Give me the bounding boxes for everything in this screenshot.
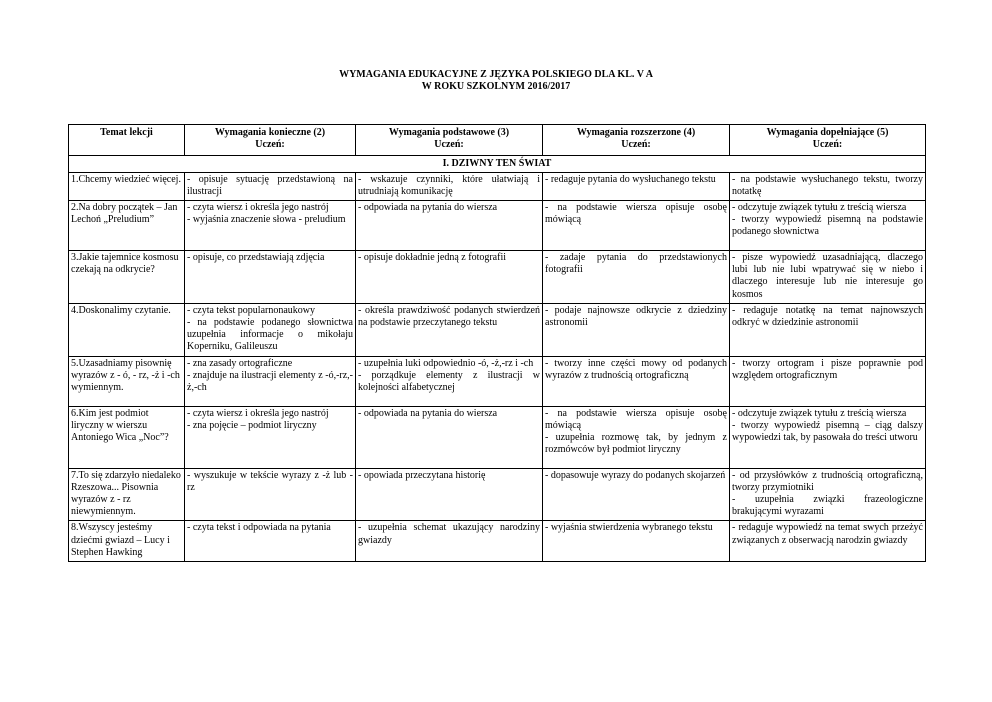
section-title: I. DZIWNY TEN ŚWIAT <box>69 156 926 172</box>
cell-requirement-c5 <box>730 251 926 304</box>
table-row <box>69 303 926 356</box>
header-topic: Temat lekcji <box>69 125 185 156</box>
requirements-table <box>68 124 926 562</box>
cell-requirement-c5 <box>730 201 926 251</box>
cell-requirement-c2 <box>185 406 356 468</box>
cell-requirement-c4 <box>543 201 730 251</box>
cell-topic: 1.Chcemy wiedzieć więcej. <box>69 172 185 200</box>
cell-topic: 6.Kim jest podmiot liryczny w wierszu Antoniego Wica „Noc”? <box>69 406 185 468</box>
cell-requirement-c5 <box>730 303 926 356</box>
table-row <box>69 406 926 468</box>
requirement-item: - uzupełnia rozmowę tak, by jednym z rozmówców był podmiot liryczny <box>545 432 727 456</box>
requirement-item: - opisuje dokładnie jedną z fotografii <box>358 252 507 264</box>
cell-requirement-c2 <box>185 468 356 521</box>
cell-topic: 8.Wszyscy jesteśmy dziećmi gwiazd – Lucy i Stephen Hawking <box>69 521 185 562</box>
cell-requirement-c3 <box>356 521 543 562</box>
requirement-item: - odpowiada na pytania do wiersza <box>358 202 498 214</box>
requirement-item: - tworzy wypowiedź pisemną na podstawie podanego słownictwa <box>732 214 923 238</box>
cell-requirement-c5 <box>730 356 926 406</box>
cell-requirement-c4 <box>543 356 730 406</box>
requirement-item: - zna pojęcie – podmiot liryczny <box>187 419 317 431</box>
requirement-item: - odpowiada na pytania do wiersza <box>358 407 498 419</box>
requirement-item: - znajduje na ilustracji elementy z -ó,-rz,-ż,-ch <box>187 369 353 394</box>
requirement-item: - czyta wiersz i określa jego nastrój <box>187 202 329 214</box>
cell-requirement-c3 <box>356 172 543 200</box>
requirement-item: - opisuje sytuację przedstawioną na ilustracji <box>187 173 353 197</box>
requirement-item: - uzupełnia luki odpowiednio -ó, -ż,-rz i -ch <box>358 357 534 369</box>
cell-topic: 5.Uzasadniamy pisownię wyrazów z - ó, - rz, -ż i -ch wymiennym. <box>69 356 185 406</box>
requirement-item: - wyszukuje w tekście wyrazy z -ż lub -rz <box>187 469 353 493</box>
cell-requirement-c2 <box>185 251 356 304</box>
requirement-item: - na podstawie wysłuchanego tekstu, tworzy notatkę <box>732 173 923 197</box>
requirement-item: - odczytuje związek tytułu z treścią wiersza <box>732 407 907 419</box>
cell-requirement-c3 <box>356 468 543 521</box>
header-extended: Wymagania rozszerzone (4) Uczeń: <box>543 125 730 156</box>
table-row <box>69 468 926 521</box>
requirement-item: - podaje najnowsze odkrycie z dziedziny astronomii <box>545 304 727 329</box>
requirement-item: - redaguje wypowiedź na temat swych przeżyć związanych z obserwacją narodzin gwiazdy <box>732 522 923 546</box>
table-row <box>69 251 926 304</box>
title-line-2: W ROKU SZKOLNYM 2016/2017 <box>421 81 571 92</box>
requirement-item: - dopasowuje wyrazy do podanych skojarzeń <box>545 469 726 481</box>
table-row <box>69 521 926 562</box>
title-line-1: WYMAGANIA EDUKACYJNE Z JĘZYKA POLSKIEGO DLA KL. V A <box>339 69 653 80</box>
requirement-item: - zadaje pytania do przedstawionych fotografii <box>545 252 727 276</box>
cell-requirement-c2 <box>185 172 356 200</box>
requirement-item: - czyta tekst popularnonaukowy <box>187 304 316 316</box>
requirement-item: - porządkuje elementy z ilustracji w kolejności alfabetycznej <box>358 369 540 394</box>
requirement-item: - zna zasady ortograficzne <box>187 357 293 369</box>
requirement-item: - tworzy wypowiedź pisemną – ciąg dalszy wypowiedzi tak, by pasowała do treści utworu <box>732 419 923 444</box>
cell-requirement-c3 <box>356 406 543 468</box>
requirement-item: - czyta wiersz i określa jego nastrój <box>187 407 329 419</box>
cell-requirement-c5 <box>730 406 926 468</box>
cell-requirement-c4 <box>543 468 730 521</box>
requirement-item: - uzupełnia schemat ukazujący narodziny gwiazdy <box>358 522 540 546</box>
requirement-item: - opisuje, co przedstawiają zdjęcia <box>187 252 325 264</box>
cell-requirement-c2 <box>185 356 356 406</box>
requirement-item: - uzupełnia związki frazeologiczne brakującymi wyrazami <box>732 494 923 518</box>
cell-requirement-c4 <box>543 521 730 562</box>
cell-topic: 4.Doskonalimy czytanie. <box>69 303 185 356</box>
requirement-item: - od przysłówków z trudnością ortograficzną, tworzy przymiotniki <box>732 469 923 493</box>
cell-requirement-c3 <box>356 251 543 304</box>
header-row <box>69 125 926 156</box>
section-row <box>69 156 926 172</box>
requirement-item: - wskazuje czynniki, które ułatwiają i utrudniają komunikację <box>358 173 540 197</box>
cell-requirement-c2 <box>185 521 356 562</box>
requirement-item: - czyta tekst i odpowiada na pytania <box>187 522 331 534</box>
requirement-item: - na podstawie podanego słownictwa uzupełnia informacje o mikołaju Koperniku, Galileuszu <box>187 317 353 353</box>
requirement-item: - określa prawdziwość podanych stwierdzeń na podstawie przeczytanego tekstu <box>358 304 540 329</box>
cell-topic: 2.Na dobry początek – Jan Lechoń „Preludium” <box>69 201 185 251</box>
cell-requirement-c3 <box>356 303 543 356</box>
cell-requirement-c2 <box>185 303 356 356</box>
document-title <box>0 69 992 93</box>
requirement-item: - redaguje pytania do wysłuchanego tekstu <box>545 173 716 185</box>
header-basic: Wymagania podstawowe (3) Uczeń: <box>356 125 543 156</box>
requirement-item: - na podstawie wiersza opisuje osobę mówiącą <box>545 202 727 226</box>
header-complementary: Wymagania dopełniające (5) Uczeń: <box>730 125 926 156</box>
table-row <box>69 172 926 200</box>
table-row <box>69 201 926 251</box>
requirement-item: - wyjaśnia znaczenie słowa - preludium <box>187 214 346 226</box>
cell-requirement-c5 <box>730 172 926 200</box>
header-required: Wymagania konieczne (2) Uczeń: <box>185 125 356 156</box>
requirement-item: - na podstawie wiersza opisuje osobę mówiącą <box>545 407 727 431</box>
cell-requirement-c4 <box>543 406 730 468</box>
cell-requirement-c4 <box>543 303 730 356</box>
cell-requirement-c5 <box>730 468 926 521</box>
requirement-item: - tworzy inne części mowy od podanych wyrazów z trudnością ortograficzną <box>545 357 727 381</box>
requirement-item: - redaguje notatkę na temat najnowszych odkryć w dziedzinie astronomii <box>732 304 923 329</box>
cell-requirement-c3 <box>356 201 543 251</box>
table-row <box>69 356 926 406</box>
requirement-item: - odczytuje związek tytułu z treścią wiersza <box>732 202 907 214</box>
cell-requirement-c5 <box>730 521 926 562</box>
requirement-item: - pisze wypowiedź uzasadniającą, dlaczego lubi lub nie lubi wpatrywać się w niebo i dlaczego interesuje lub nie interesuje go kosmos <box>732 252 923 300</box>
requirement-item: - opowiada przeczytana historię <box>358 469 486 481</box>
cell-requirement-c4 <box>543 172 730 200</box>
requirement-item: - tworzy ortogram i pisze poprawnie pod względem ortograficznym <box>732 357 923 381</box>
cell-requirement-c2 <box>185 201 356 251</box>
cell-requirement-c3 <box>356 356 543 406</box>
requirement-item: - wyjaśnia stwierdzenia wybranego tekstu <box>545 522 713 534</box>
cell-topic: 7.To się zdarzyło niedaleko Rzeszowa... Pisownia wyrazów z - rz niewymiennym. <box>69 468 185 521</box>
cell-requirement-c4 <box>543 251 730 304</box>
cell-topic: 3.Jakie tajemnice kosmosu czekają na odkrycie? <box>69 251 185 304</box>
